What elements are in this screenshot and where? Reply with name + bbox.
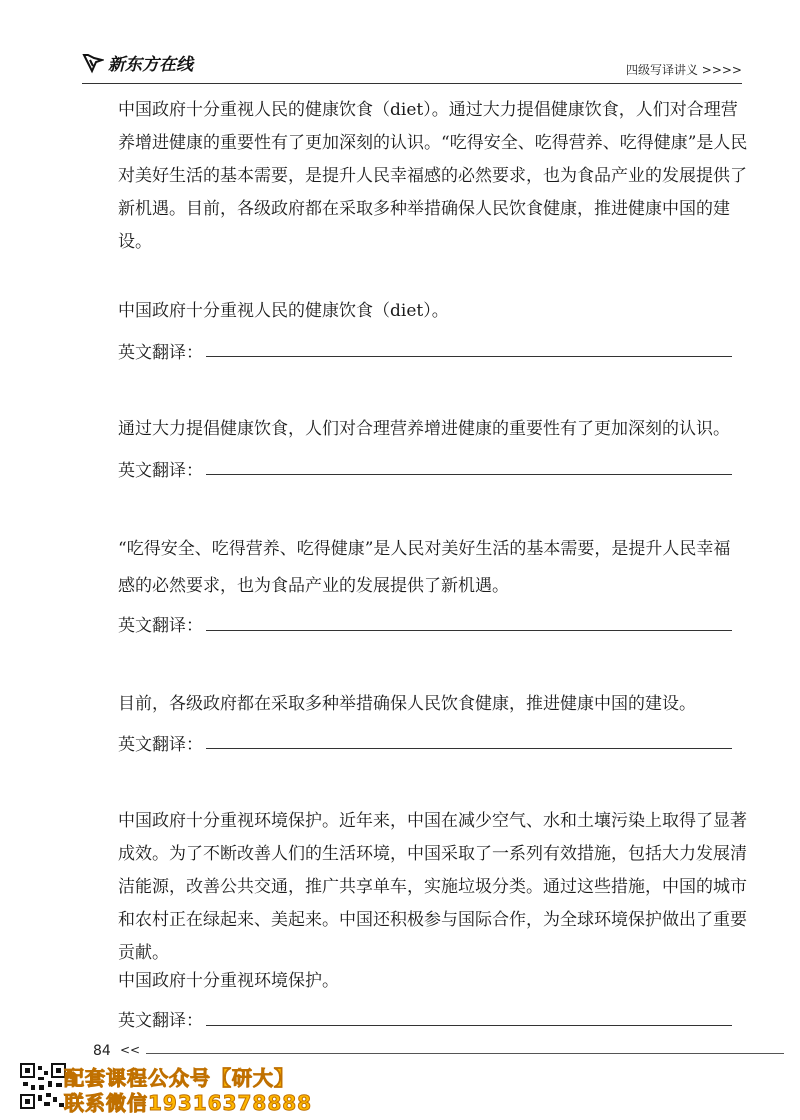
passage-1: 中国政府十分重视人民的健康饮食（diet）。通过大力提倡健康饮食，人们对合理营养增进健康的重要性有了更加深刻的认识。“吃得安全、吃得营养、吃得健康”是人民对美好生活的基本需要，是提升人民幸福感的必然要求，也为食品产业的发展提供了新机遇。目前，各级政府都在采取多种举措确保人民饮食健康，推进健康中国的建设。 bbox=[118, 100, 748, 252]
page-arrows: << bbox=[120, 1043, 141, 1057]
translation-blank-5[interactable] bbox=[206, 1025, 732, 1026]
exercise-sentence-2: 通过大力提倡健康饮食，人们对合理营养增进健康的重要性有了更加深刻的认识。 bbox=[118, 419, 730, 439]
translation-blank-1[interactable] bbox=[206, 356, 732, 357]
translation-blank-3[interactable] bbox=[206, 630, 732, 631]
passage-2: 中国政府十分重视环境保护。近年来，中国在减少空气、水和土壤污染上取得了显著成效。为了不断改善人们的生活环境，中国采取了一系列有效措施，包括大力发展清洁能源，改善公共交通，推广共享单车，实施垃圾分类。通过这些措施，中国的城市和农村正在绿起来、美起来。中国还积极参与国际合作，为全球环境保护做出了重要贡献。 bbox=[118, 811, 747, 963]
page-header bbox=[82, 50, 742, 84]
exercise-sentence-3b: 感的必然要求，也为食品产业的发展提供了新机遇。 bbox=[118, 576, 509, 596]
logo-mark-icon bbox=[82, 52, 104, 74]
logo bbox=[82, 50, 193, 75]
exercise-sentence-3a: “吃得安全、吃得营养、吃得健康”是人民对美好生活的基本需要，是提升人民幸福 bbox=[118, 539, 731, 559]
footer-divider bbox=[146, 1053, 784, 1054]
translation-label-1: 英文翻译： bbox=[118, 343, 203, 363]
translation-label-4: 英文翻译： bbox=[118, 735, 203, 755]
exercise-sentence-4: 目前，各级政府都在采取多种举措确保人民饮食健康，推进健康中国的建设。 bbox=[118, 694, 696, 714]
logo-text: 新东方在线 bbox=[108, 55, 193, 75]
header-divider bbox=[82, 83, 742, 84]
watermark-line-2: 联系微信19316378888 bbox=[64, 1091, 313, 1115]
header-title: 四级写译讲义 >>>> bbox=[625, 63, 742, 77]
watermark-line-1: 配套课程公众号【研大】 bbox=[64, 1066, 295, 1090]
translation-blank-4[interactable] bbox=[206, 748, 732, 749]
translation-label-2: 英文翻译： bbox=[118, 461, 203, 481]
translation-label-5: 英文翻译： bbox=[118, 1011, 203, 1031]
translation-blank-2[interactable] bbox=[206, 474, 732, 475]
exercise-sentence-5: 中国政府十分重视环境保护。 bbox=[118, 971, 339, 991]
page-number: 84 bbox=[93, 1043, 111, 1059]
qr-code-icon bbox=[20, 1063, 66, 1109]
translation-label-3: 英文翻译： bbox=[118, 616, 203, 636]
exercise-sentence-1: 中国政府十分重视人民的健康饮食（diet）。 bbox=[118, 301, 449, 321]
